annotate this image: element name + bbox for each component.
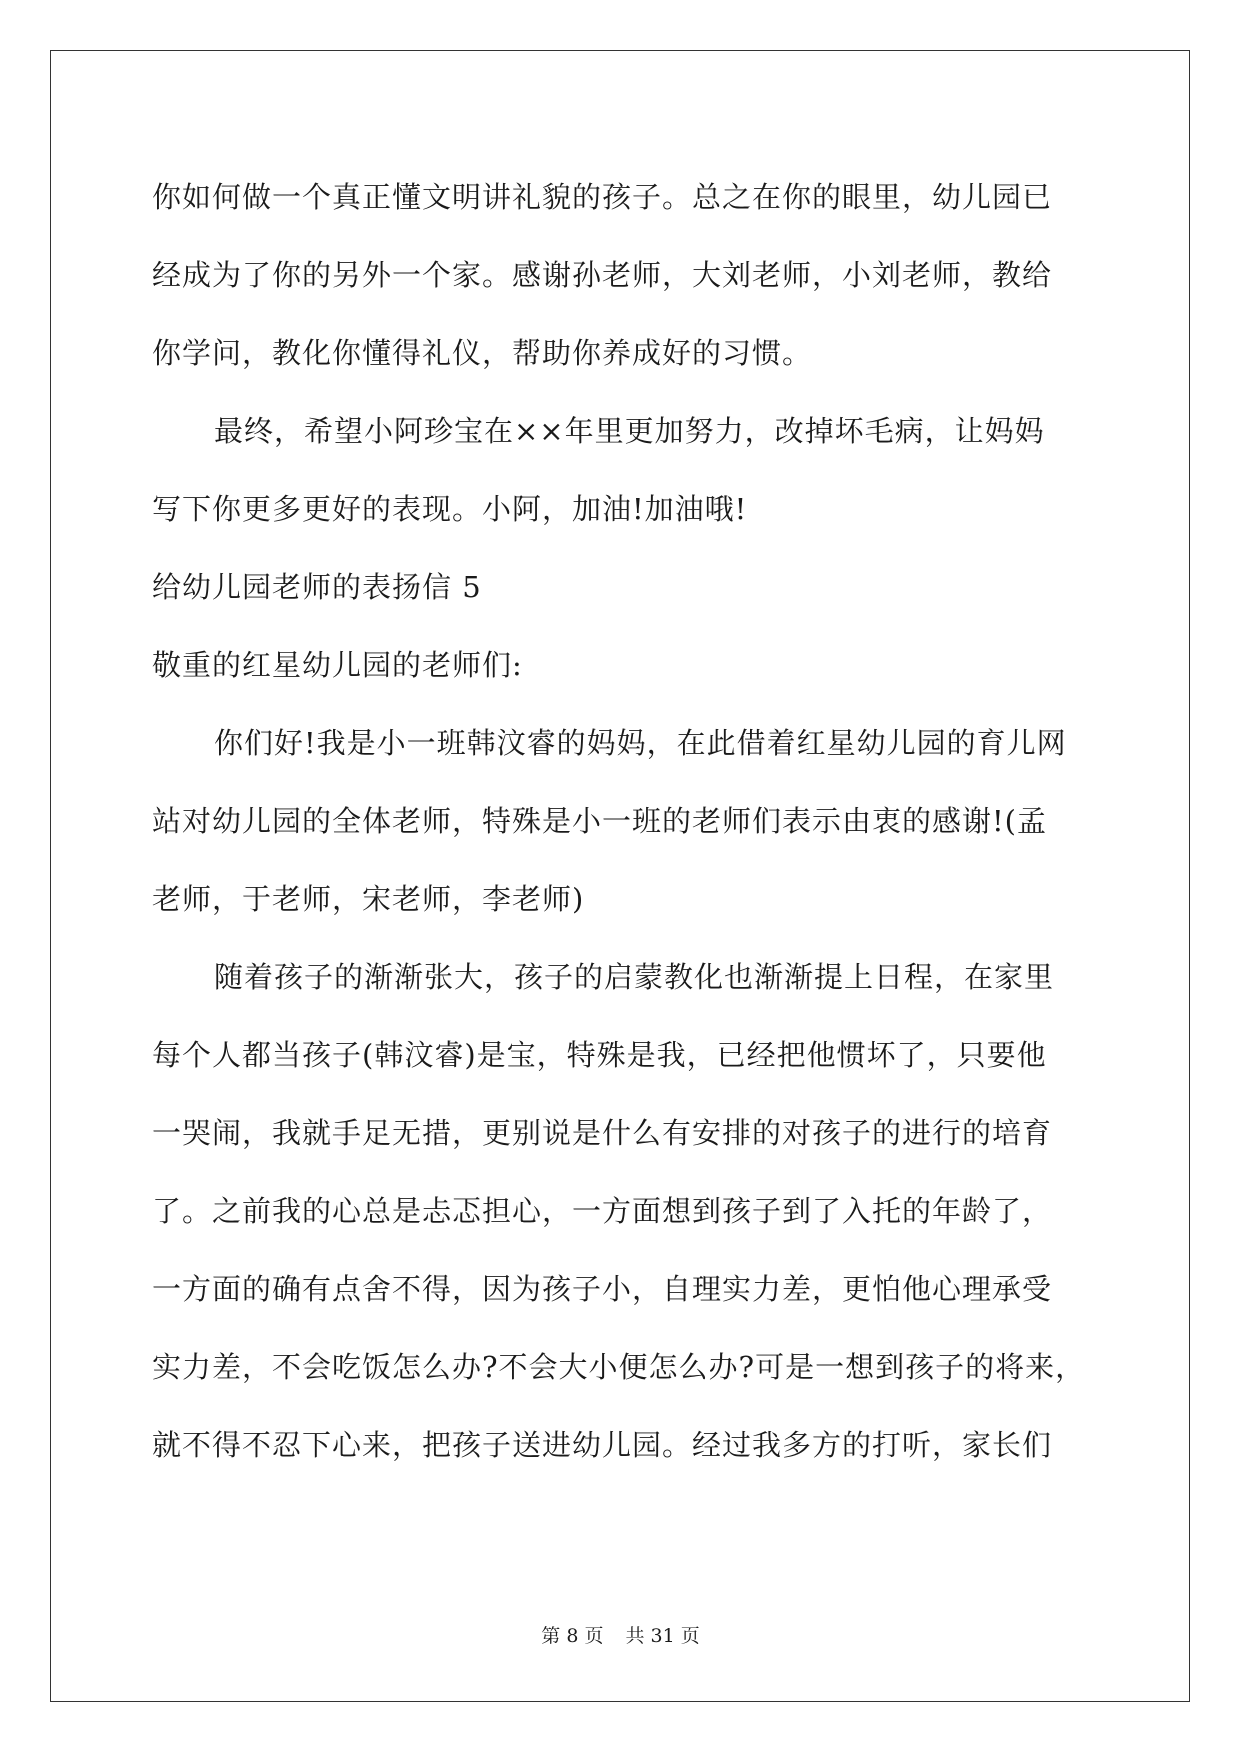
paragraph-line: 你们好!我是小一班韩汶睿的妈妈，在此借着红星幼儿园的育儿网 [214, 726, 1067, 760]
page-footer [0, 1624, 1241, 1648]
paragraph-line: 最终，希望小阿珍宝在××年里更加努力，改掉坏毛病，让妈妈 [214, 414, 1045, 448]
paragraph-line: 老师，于老师，宋老师，李老师) [152, 882, 585, 916]
paragraph-line: 一哭闹，我就手足无措，更别说是什么有安排的对孩子的进行的培育 [152, 1116, 1053, 1150]
paragraph-line: 站对幼儿园的全体老师，特殊是小一班的老师们表示由衷的感谢!(孟 [152, 804, 1047, 838]
paragraph-line: 就不得不忍下心来，把孩子送进幼儿园。经过我多方的打听，家长们 [152, 1428, 1053, 1462]
paragraph-line: 写下你更多更好的表现。小阿，加油!加油哦! [152, 492, 748, 526]
paragraph-line: 一方面的确有点舍不得，因为孩子小，自理实力差，更怕他心理承受 [152, 1272, 1053, 1306]
document-body [152, 158, 1097, 1484]
paragraph-line: 每个人都当孩子(韩汶睿)是宝，特殊是我，已经把他惯坏了，只要他 [152, 1038, 1047, 1072]
paragraph-line: 实力差，不会吃饭怎么办?不会大小便怎么办?可是一想到孩子的将来， [152, 1350, 1086, 1384]
page-number: 第 8 页 [541, 1625, 604, 1647]
paragraph-line: 经成为了你的另外一个家。感谢孙老师，大刘老师，小刘老师，教给 [152, 258, 1053, 292]
paragraph-line: 你学问，教化你懂得礼仪，帮助你养成好的习惯。 [152, 336, 813, 370]
paragraph-line: 了。之前我的心总是忐忑担心，一方面想到孩子到了入托的年龄了， [152, 1194, 1053, 1228]
page-total: 共 31 页 [625, 1625, 700, 1647]
letter-title: 给幼儿园老师的表扬信 5 [152, 570, 482, 604]
paragraph-line: 你如何做一个真正懂文明讲礼貌的孩子。总之在你的眼里，幼儿园已 [152, 180, 1053, 214]
paragraph-line: 随着孩子的渐渐张大，孩子的启蒙教化也渐渐提上日程，在家里 [214, 960, 1055, 994]
letter-salutation: 敬重的红星幼儿园的老师们: [152, 648, 523, 682]
